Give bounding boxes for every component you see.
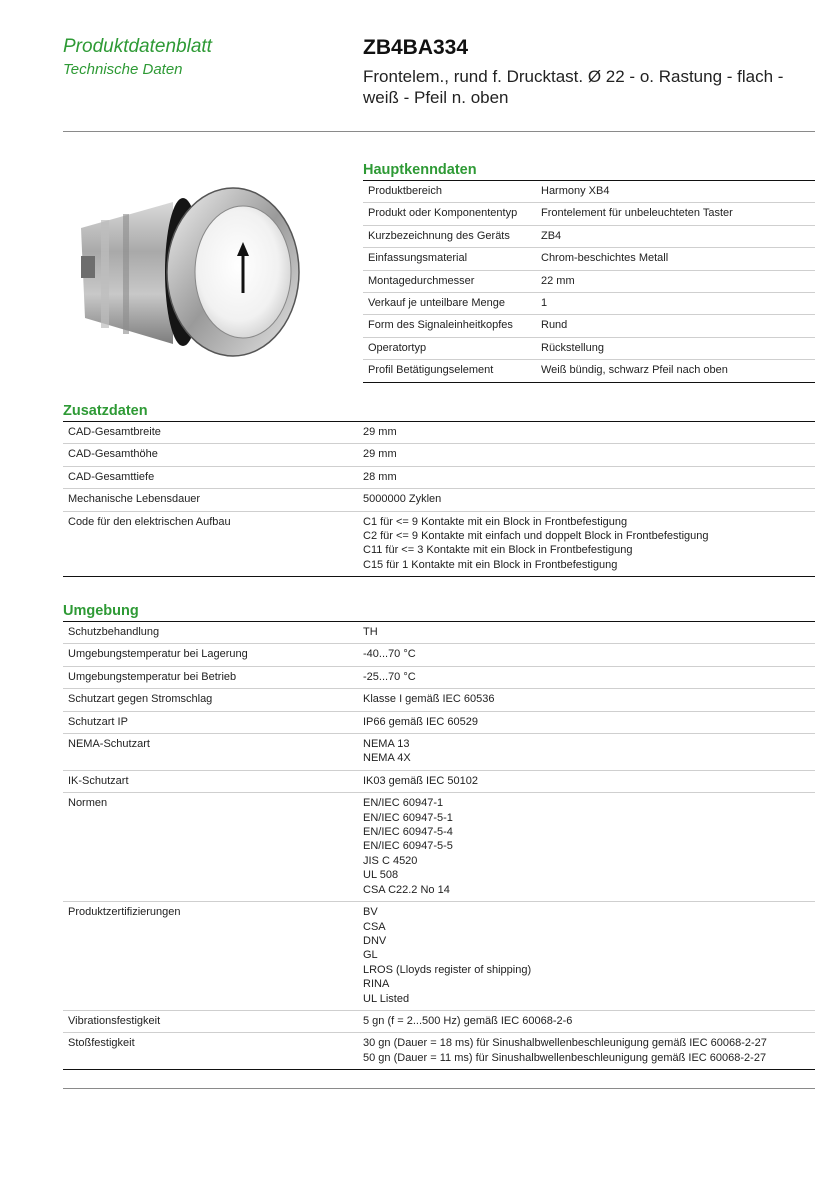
section-title-zusatzdaten: Zusatzdaten: [63, 403, 148, 419]
spec-label: Operatortyp: [363, 337, 541, 359]
spec-row: [63, 793, 815, 902]
spec-value: [363, 1033, 815, 1070]
spec-row: [63, 1010, 815, 1032]
spec-value-line: -25...70 °C: [363, 670, 416, 683]
spec-label: Einfassungsmaterial: [363, 248, 541, 270]
spec-row: [63, 444, 815, 466]
zusatzdaten-rows: [63, 422, 815, 577]
spec-value-line: -40...70 °C: [363, 648, 416, 661]
hauptkenndaten-table: [363, 180, 815, 383]
spec-value-line: CSA C22.2 No 14: [363, 883, 450, 896]
spec-row: [63, 622, 815, 644]
spec-value: [541, 248, 815, 270]
spec-value: [541, 181, 815, 203]
spec-label: IK-Schutzart: [63, 770, 363, 792]
spec-value: [363, 1010, 815, 1032]
umgebung-table: [63, 621, 815, 1070]
spec-row: [363, 225, 815, 247]
spec-value-line: Harmony XB4: [541, 185, 610, 197]
spec-value: [363, 644, 815, 666]
spec-value: [541, 337, 815, 359]
spec-label: Verkauf je unteilbare Menge: [363, 293, 541, 315]
spec-value-line: GL: [363, 949, 378, 962]
spec-row: [363, 360, 815, 382]
spec-row: [363, 248, 815, 270]
spec-label: Produktzertifizierungen: [63, 902, 363, 1011]
spec-value-line: NEMA 13: [363, 738, 410, 751]
section-title-hauptkenndaten: Hauptkenndaten: [363, 162, 477, 178]
spec-value-line: NEMA 4X: [363, 752, 411, 765]
spec-value-line: 5000000 Zyklen: [363, 493, 442, 506]
spec-value: [363, 466, 815, 488]
doc-header-left: [63, 36, 212, 78]
spec-label: Produktbereich: [363, 181, 541, 203]
spec-row: [363, 315, 815, 337]
spec-label: Schutzart gegen Stromschlag: [63, 689, 363, 711]
spec-label: Form des Signaleinheitkopfes: [363, 315, 541, 337]
spec-value: [363, 689, 815, 711]
spec-row: [363, 270, 815, 292]
umgebung-rows: [63, 622, 815, 1070]
spec-value-line: 30 gn (Dauer = 18 ms) für Sinushalbwellenbeschleunigung gemäß IEC 60068-2-27: [363, 1037, 767, 1050]
product-header: [363, 36, 803, 108]
spec-value-line: IK03 gemäß IEC 50102: [363, 774, 478, 787]
spec-value: [363, 711, 815, 733]
spec-value-line: Klasse I gemäß IEC 60536: [363, 693, 495, 706]
spec-row: [63, 1033, 815, 1070]
spec-value-line: 1: [541, 297, 548, 310]
spec-value-line: Rund: [541, 319, 568, 332]
section-hauptkenndaten: [363, 161, 815, 383]
spec-label: Stoßfestigkeit: [63, 1033, 363, 1070]
spec-row: [363, 181, 815, 203]
spec-value-line: 5 gn (f = 2...500 Hz) gemäß IEC 60068-2-6: [363, 1014, 573, 1027]
spec-row: [63, 511, 815, 577]
spec-value: [541, 203, 815, 225]
product-code: ZB4BA334: [363, 36, 469, 59]
spec-value-line: Frontelement für unbeleuchteten Taster: [541, 207, 733, 220]
spec-value: [541, 293, 815, 315]
doc-type-title: Produktdatenblatt: [63, 36, 212, 57]
spec-row: [63, 644, 815, 666]
spec-value: [541, 270, 815, 292]
spec-row: [63, 902, 815, 1011]
spec-row: [363, 203, 815, 225]
spec-label: NEMA-Schutzart: [63, 734, 363, 771]
spec-value-line: Chrom-beschichtes Metall: [541, 252, 669, 265]
spec-row: [63, 689, 815, 711]
spec-value-line: 29 mm: [363, 426, 397, 438]
spec-value: [363, 422, 815, 444]
spec-value-line: 22 mm: [541, 274, 575, 287]
spec-label: Vibrationsfestigkeit: [63, 1010, 363, 1032]
spec-value: [363, 793, 815, 902]
spec-row: [63, 422, 815, 444]
footer-divider: [63, 1088, 815, 1089]
spec-value-line: BV: [363, 906, 378, 919]
spec-value-line: EN/IEC 60947-1: [363, 797, 444, 810]
spec-value-line: CSA: [363, 920, 386, 933]
spec-value: [363, 622, 815, 644]
spec-label: Produkt oder Komponententyp: [363, 203, 541, 225]
spec-value-line: Rückstellung: [541, 341, 604, 354]
spec-value: [363, 489, 815, 511]
spec-value-line: C1 für <= 9 Kontakte mit ein Block in Frontbefestigung: [363, 515, 628, 528]
spec-value: [363, 770, 815, 792]
spec-label: Code für den elektrischen Aufbau: [63, 511, 363, 577]
spec-value-line: UL 508: [363, 869, 399, 882]
spec-value: [541, 360, 815, 382]
zusatzdaten-table: [63, 421, 815, 577]
spec-label: Schutzbehandlung: [63, 622, 363, 644]
spec-value-line: TH: [363, 626, 378, 638]
hauptkenndaten-rows: [363, 181, 815, 383]
spec-row: [63, 770, 815, 792]
spec-value-line: ZB4: [541, 229, 562, 242]
spec-value-line: 29 mm: [363, 448, 397, 461]
spec-value-line: LROS (Lloyds register of shipping): [363, 963, 532, 976]
spec-label: Montagedurchmesser: [363, 270, 541, 292]
spec-row: [63, 734, 815, 771]
spec-label: Profil Betätigungselement: [363, 360, 541, 382]
push-button-head-icon: [63, 168, 325, 368]
spec-label: Kurzbezeichnung des Geräts: [363, 225, 541, 247]
section-title-umgebung: Umgebung: [63, 603, 139, 619]
spec-value-line: EN/IEC 60947-5-4: [363, 826, 453, 839]
spec-label: CAD-Gesamthöhe: [63, 444, 363, 466]
spec-value-line: C15 für 1 Kontakte mit ein Block in Frontbefestigung: [363, 558, 618, 571]
spec-value-line: JIS C 4520: [363, 854, 418, 867]
spec-value-line: UL Listed: [363, 992, 410, 1005]
spec-row: [363, 293, 815, 315]
spec-value-line: DNV: [363, 934, 387, 947]
product-description: Frontelem., rund f. Drucktast. Ø 22 - o. Rastung - flach - weiß - Pfeil n. oben: [363, 67, 784, 107]
spec-label: Schutzart IP: [63, 711, 363, 733]
spec-value: [363, 444, 815, 466]
spec-row: [63, 666, 815, 688]
spec-row: [363, 337, 815, 359]
spec-label: Umgebungstemperatur bei Lagerung: [63, 644, 363, 666]
spec-value: [363, 666, 815, 688]
spec-row: [63, 489, 815, 511]
spec-value-line: C2 für <= 9 Kontakte mit einfach und doppelt Block in Frontbefestigung: [363, 530, 709, 543]
spec-value: [363, 734, 815, 771]
spec-label: Mechanische Lebensdauer: [63, 489, 363, 511]
spec-value-line: Weiß bündig, schwarz Pfeil nach oben: [541, 364, 728, 377]
spec-label: CAD-Gesamttiefe: [63, 466, 363, 488]
spec-value: [541, 315, 815, 337]
spec-value: [541, 225, 815, 247]
spec-value-line: C11 für <= 3 Kontakte mit ein Block in Frontbefestigung: [363, 544, 633, 557]
spec-row: [63, 466, 815, 488]
spec-value-line: EN/IEC 60947-5-5: [363, 840, 453, 853]
spec-value-line: 28 mm: [363, 470, 397, 483]
spec-label: CAD-Gesamtbreite: [63, 422, 363, 444]
spec-value-line: 50 gn (Dauer = 11 ms) für Sinushalbwellenbeschleunigung gemäß IEC 60068-2-27: [363, 1051, 767, 1064]
section-zusatzdaten: [63, 402, 815, 577]
header-divider: [63, 131, 815, 132]
doc-subtitle: Technische Daten: [63, 61, 183, 78]
section-umgebung: [63, 602, 815, 1070]
spec-value-line: EN/IEC 60947-5-1: [363, 811, 453, 824]
spec-value-line: IP66 gemäß IEC 60529: [363, 715, 478, 728]
spec-label: Normen: [63, 793, 363, 902]
spec-row: [63, 711, 815, 733]
spec-label: Umgebungstemperatur bei Betrieb: [63, 666, 363, 688]
spec-value: [363, 902, 815, 1011]
product-photo: [63, 168, 325, 368]
spec-value-line: RINA: [363, 978, 390, 991]
spec-value: [363, 511, 815, 577]
